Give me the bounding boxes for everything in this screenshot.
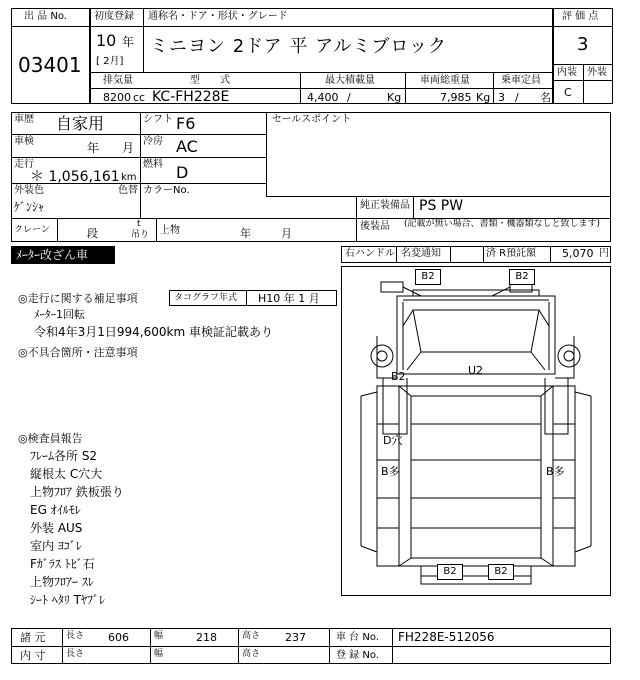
damage-mark: B2 xyxy=(415,269,441,285)
report-item: 上物ﾌﾛｱ 鉄板張り xyxy=(30,485,124,499)
inspection-year: 年 xyxy=(87,141,100,155)
interior-grade-label: 内装 xyxy=(557,67,577,78)
recycle-unit: 円 xyxy=(599,248,609,259)
supplement-line-1: ﾒｰﾀｰ1回転 xyxy=(34,308,85,321)
capacity-unit: 名 xyxy=(540,91,551,104)
max-load-sep: / xyxy=(347,91,351,104)
interior-grade: C xyxy=(564,86,572,99)
displacement-value: 8200 xyxy=(103,91,131,104)
model-type-value: KC-FH228E xyxy=(152,89,230,105)
divider xyxy=(143,8,144,72)
damage-mark: U2 xyxy=(468,364,484,377)
divider xyxy=(396,246,397,263)
damage-mark: B多 xyxy=(546,465,565,478)
tacho-value: H10 年 1 月 xyxy=(258,292,320,305)
divider xyxy=(90,72,553,73)
mileage-value: ＊ 1,056,161 xyxy=(30,169,120,185)
inner-dims-label: 内 寸 xyxy=(20,649,46,662)
history-value: 自家用 xyxy=(56,114,105,133)
divider xyxy=(150,628,151,664)
inspection-month: 月 xyxy=(122,141,135,155)
supplement-title: ◎走行に関する補足事項 xyxy=(18,292,138,305)
report-item: ﾌﾚｰﾑ各所 S2 xyxy=(30,449,98,463)
divider xyxy=(11,646,611,647)
lot-no-label: 出 品 No. xyxy=(24,11,67,22)
capacity-label: 乗車定員 xyxy=(501,75,541,86)
max-load-label: 最大積載量 xyxy=(325,75,375,86)
capacity-value: 3 xyxy=(498,91,505,104)
crane-lift: 吊り xyxy=(131,230,150,240)
divider xyxy=(11,157,266,158)
ac-value: AC xyxy=(176,137,198,156)
divider xyxy=(392,628,393,664)
divider xyxy=(300,72,301,104)
upper-month: 月 xyxy=(281,227,292,240)
divider xyxy=(329,628,330,664)
report-item: 室内 ﾖｺﾞﾚ xyxy=(30,539,82,553)
std-equipment-value: PS PW xyxy=(419,198,464,214)
chassis-label: 車 台 No. xyxy=(336,632,379,643)
supplement-line-2: 令和4年3月1日994,600km 車検証記載あり xyxy=(34,325,273,339)
rhd-label: 右ハンドル xyxy=(345,248,395,259)
divider xyxy=(553,26,613,27)
divider xyxy=(90,26,553,27)
damage-mark: B2 xyxy=(488,564,514,580)
defects-title: ◎不具合箇所・注意事項 xyxy=(18,346,138,359)
report-item: Fｶﾞﾗｽ ﾄﾋﾞ石 xyxy=(30,557,95,571)
gross-weight-label: 車両総重量 xyxy=(420,75,470,86)
inspector-title: ◎検査員報告 xyxy=(18,432,83,445)
divider xyxy=(238,628,239,664)
dims-label: 諸 元 xyxy=(20,631,46,644)
exterior-color-label: 外装色 xyxy=(14,185,44,196)
crane-label: クレーン xyxy=(14,225,50,235)
gross-weight-value: 7,985 xyxy=(440,91,472,104)
reg-no-label: 登 録 No. xyxy=(336,650,379,661)
reg-month: [ 2月] xyxy=(96,56,124,67)
displacement-label: 排気量 xyxy=(103,75,133,86)
gross-weight-unit: Kg xyxy=(476,91,491,104)
damage-mark: B2 xyxy=(391,370,406,383)
divider xyxy=(11,134,266,135)
tacho-label: タコグラフ年式 xyxy=(174,293,238,303)
overall-grade: 3 xyxy=(577,34,589,55)
divider xyxy=(266,196,611,197)
divider xyxy=(266,112,267,196)
divider xyxy=(156,218,157,242)
crane-ton: t xyxy=(137,219,141,229)
report-item: 縦根太 C穴大 xyxy=(30,467,103,481)
divider xyxy=(483,246,484,263)
color-change-label: 色替 xyxy=(118,185,138,196)
max-load-unit: Kg xyxy=(387,91,402,104)
fuel-value: D xyxy=(176,163,189,182)
displacement-unit: cc xyxy=(133,91,146,104)
damage-mark: B多 xyxy=(381,465,400,478)
divider xyxy=(405,72,406,104)
crane-step: 段 xyxy=(87,227,98,240)
model-type-label: 型 式 xyxy=(190,75,230,86)
report-item: EG ｵｲﾙﾓﾚ xyxy=(30,503,81,517)
upper-year: 年 xyxy=(240,227,251,240)
divider xyxy=(356,196,357,242)
divider xyxy=(246,290,247,306)
grade-label: 評 価 点 xyxy=(562,11,599,22)
recycle-deposit-value: 5,070 xyxy=(562,247,594,260)
reg-year: 10 xyxy=(96,31,117,50)
divider xyxy=(140,112,141,218)
shift-value: F6 xyxy=(176,114,196,133)
divider xyxy=(493,72,494,104)
truck-diagram xyxy=(341,266,611,596)
color-code-label: カラーNo. xyxy=(143,185,190,196)
max-load-value: 4,400 xyxy=(307,91,339,104)
exterior-grade-label: 外装 xyxy=(587,67,607,78)
mileage-label: 走行 xyxy=(14,159,34,170)
height-label: 高さ xyxy=(242,631,261,641)
damage-mark: B2 xyxy=(509,269,535,285)
width-value: 218 xyxy=(196,631,217,644)
fuel-label: 燃料 xyxy=(143,159,163,170)
vehicle-name: ミニヨン 2ドア 平 アルミブロック xyxy=(150,36,447,57)
divider xyxy=(11,26,90,27)
divider xyxy=(62,628,63,664)
report-item: ｼｰﾄ ﾍﾀﾘ Tﾔﾌﾞﾚ xyxy=(30,593,105,607)
length-value: 606 xyxy=(108,631,129,644)
aftermarket-note: (記載が無い場合、書類・機器類なしと致します) xyxy=(404,219,601,229)
width-label: 幅 xyxy=(154,631,164,641)
model-desc-label: 通称名・ドア・形状・グレード xyxy=(148,11,288,22)
report-item: 外装 AUS xyxy=(30,521,83,535)
divider xyxy=(450,246,451,263)
upper-label: 上物 xyxy=(160,225,180,236)
ac-label: 冷房 xyxy=(143,136,163,147)
inner-length-label: 長さ xyxy=(66,649,85,659)
chassis-number: FH228E-512056 xyxy=(398,630,495,644)
shift-label: シフト xyxy=(143,114,173,125)
inspection-label: 車検 xyxy=(14,136,34,147)
inner-width-label: 幅 xyxy=(154,649,164,659)
alert-text: ﾒｰﾀｰ改ざん車 xyxy=(16,248,89,262)
damage-mark: B2 xyxy=(437,564,463,580)
damage-mark: D穴 xyxy=(383,434,403,447)
first-reg-label: 初度登録 xyxy=(94,11,134,22)
sales-point-label: セールスポイント xyxy=(272,114,352,125)
recycle-deposit-label: 済 R預託額 xyxy=(486,248,537,259)
lot-number: 03401 xyxy=(18,53,82,77)
std-equipment-label: 純正装備品 xyxy=(360,200,410,211)
inner-height-label: 高さ xyxy=(242,649,261,659)
divider xyxy=(413,196,414,218)
name-change-label: 名変通知 xyxy=(401,248,441,259)
length-label: 長さ xyxy=(66,631,85,641)
history-label: 車歴 xyxy=(14,114,34,125)
mileage-unit: km xyxy=(121,172,137,183)
divider xyxy=(550,246,551,263)
divider xyxy=(57,218,58,242)
aftermarket-label: 後装品 xyxy=(360,221,390,232)
report-item: 上物ﾌﾛｱｰ ｽﾚ xyxy=(30,575,94,589)
divider xyxy=(583,64,584,104)
reg-year-unit: 年 xyxy=(122,35,135,49)
exterior-color-value: ｹﾞﾝｼｬ xyxy=(14,200,45,214)
height-value: 237 xyxy=(285,631,306,644)
capacity-sep: / xyxy=(515,91,519,104)
